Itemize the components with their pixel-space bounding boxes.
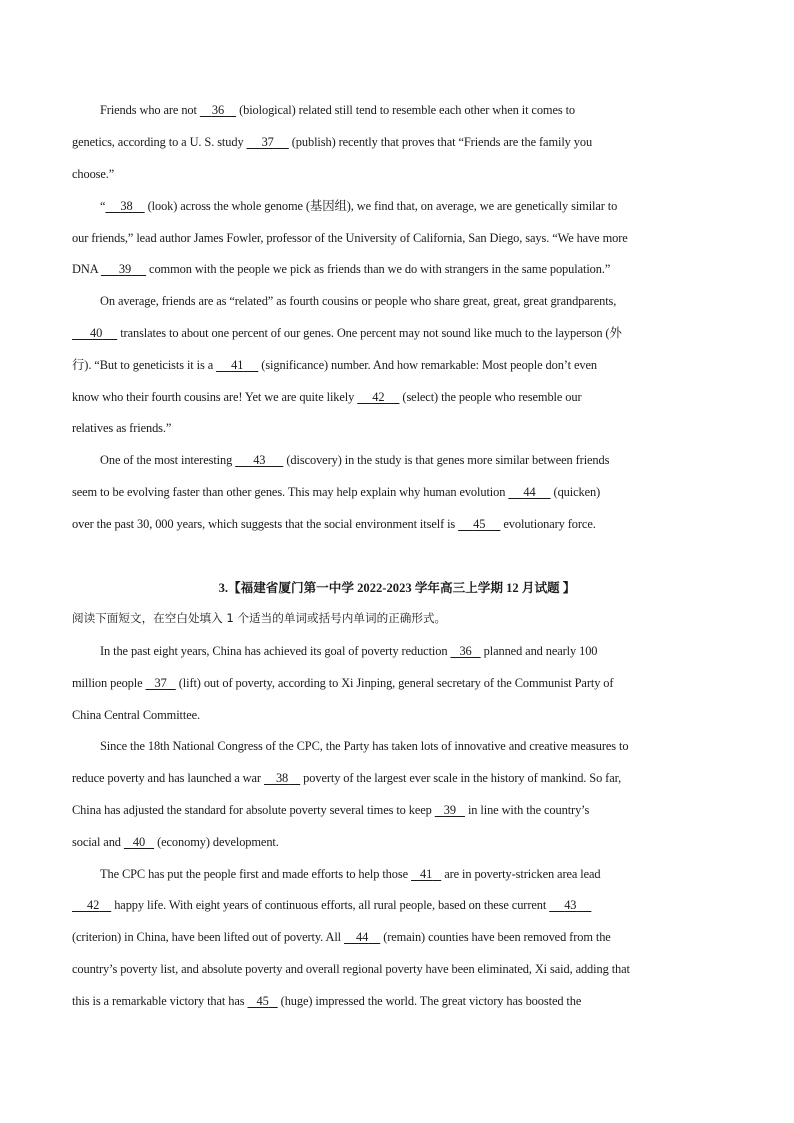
- blank-41[interactable]: 41: [231, 358, 244, 372]
- blank-36[interactable]: 36: [459, 644, 472, 658]
- passage1-line: [72, 418, 724, 438]
- text: (biological) related still tend to resemble each other when it comes to: [236, 103, 576, 117]
- passage2-line: [72, 991, 724, 1011]
- text: Since the 18th National Congress of the CPC, the Party has taken lots of innovative and creative measures to: [100, 739, 629, 753]
- text: (remain) counties have been removed from the: [380, 930, 611, 944]
- text: (look) across the whole genome (基因组), we find that, on average, we are genetically similar to: [144, 199, 618, 213]
- text: in line with the country’s: [464, 803, 590, 817]
- text: common with the people we pick as friends than we do with strangers in the same population.”: [146, 262, 611, 276]
- text: DNA: [72, 262, 101, 276]
- passage2-line: [72, 800, 724, 820]
- text: 行). “But to geneticists it is a: [72, 358, 217, 372]
- text: translates to about one percent of our genes. One percent may not sound like much to the layperson (外: [117, 326, 622, 340]
- passage2-line: [72, 959, 724, 979]
- text: genetics, according to a U. S. study: [72, 135, 247, 149]
- text: (huge) impressed the world. The great victory has boosted the: [277, 994, 582, 1008]
- passage2-line: [100, 864, 724, 884]
- blank-39[interactable]: 39: [443, 803, 456, 817]
- text: On average, friends are as “related” as fourth cousins or people who share great, great, great grandparents,: [100, 294, 617, 308]
- text: this is a remarkable victory that has: [72, 994, 248, 1008]
- passage1-line: [72, 132, 724, 152]
- text: evolutionary force.: [500, 517, 596, 531]
- blank-36[interactable]: 36: [211, 103, 225, 117]
- passage2-line: [100, 736, 724, 756]
- text: million people: [72, 676, 146, 690]
- passage1-line: [72, 164, 724, 184]
- blank-41[interactable]: 41: [420, 867, 433, 881]
- passage2-line: [72, 705, 724, 725]
- passage2-line: [100, 641, 724, 661]
- blank-42[interactable]: 42: [372, 390, 385, 404]
- text: relatives as friends.”: [72, 421, 172, 435]
- text: In the past eight years, China has achieved its goal of poverty reduction: [100, 644, 451, 658]
- text: (quicken): [550, 485, 601, 499]
- blank-42[interactable]: 42: [87, 898, 100, 912]
- passage1-line: [72, 228, 724, 248]
- text: (discovery) in the study is that genes more similar between friends: [283, 453, 610, 467]
- text: Friends who are not: [100, 103, 200, 117]
- text: over the past 30, 000 years, which suggests that the social environment itself is: [72, 517, 459, 531]
- text: (significance) number. And how remarkable: Most people don’t even: [258, 358, 597, 372]
- text: planned and nearly 100: [480, 644, 598, 658]
- passage1-line: [72, 387, 724, 407]
- text: country’s poverty list, and absolute poverty and overall regional poverty have been eliminated, Xi said, adding that: [72, 962, 630, 976]
- blank-44[interactable]: 44: [356, 930, 369, 944]
- blank-45[interactable]: 45: [473, 517, 486, 531]
- passage1-line: [100, 100, 724, 120]
- blank-44[interactable]: 44: [523, 485, 536, 499]
- blank-40[interactable]: 40: [132, 835, 146, 849]
- passage1-line: [100, 450, 724, 470]
- section-heading: 3.【福建省厦门第一中学 2022-2023 学年高三上学期 12 月试题 】: [218, 581, 576, 595]
- text: (lift) out of poverty, according to Xi Jinping, general secretary of the Communist Party of: [175, 676, 614, 690]
- passage2-line: [72, 895, 724, 915]
- text: are in poverty-stricken area lead: [441, 867, 601, 881]
- instruction-text: 阅读下面短文，在空白处填入 1 个适当的单词或括号内单词的正确形式。: [72, 611, 447, 625]
- passage2-line: [72, 673, 724, 693]
- passage1-line: [72, 323, 724, 343]
- blank-39[interactable]: 39: [118, 262, 132, 276]
- passage1-line: [72, 355, 724, 375]
- text: choose.”: [72, 167, 115, 181]
- text: (publish) recently that proves that “Friends are the family you: [288, 135, 593, 149]
- text: (economy) development.: [154, 835, 279, 849]
- text: (criterion) in China, have been lifted out of poverty. All: [72, 930, 345, 944]
- passage1-line: [72, 514, 724, 534]
- blank-43[interactable]: 43: [253, 453, 266, 467]
- text: “: [100, 199, 106, 213]
- passage1-line: [72, 259, 724, 279]
- text: happy life. With eight years of continuous efforts, all rural people, based on these current: [111, 898, 550, 912]
- text: (select) the people who resemble our: [399, 390, 582, 404]
- text: seem to be evolving faster than other genes. This may help explain why human evolution: [72, 485, 509, 499]
- text: The CPC has put the people first and made efforts to help those: [100, 867, 411, 881]
- text: China Central Committee.: [72, 708, 201, 722]
- passage1-line: [100, 196, 724, 216]
- passage2-line: [72, 927, 724, 947]
- passage2-line: [72, 768, 724, 788]
- passage1-line: [100, 291, 724, 311]
- passage2-line: [72, 832, 724, 852]
- blank-37[interactable]: 37: [261, 135, 274, 149]
- blank-38[interactable]: 38: [120, 199, 133, 213]
- text: One of the most interesting: [100, 453, 236, 467]
- text: China has adjusted the standard for absolute poverty several times to keep: [72, 803, 435, 817]
- blank-37[interactable]: 37: [154, 676, 167, 690]
- text: social and: [72, 835, 124, 849]
- blank-45[interactable]: 45: [256, 994, 269, 1008]
- text: know who their fourth cousins are! Yet we are quite likely: [72, 390, 358, 404]
- text: our friends,” lead author James Fowler, professor of the University of California, San Diego, says. “We have more: [72, 231, 628, 245]
- blank-43[interactable]: 43: [564, 898, 577, 912]
- text: poverty of the largest ever scale in the history of mankind. So far,: [300, 771, 622, 785]
- blank-38[interactable]: 38: [275, 771, 289, 785]
- passage1-line: [72, 482, 724, 502]
- text: reduce poverty and has launched a war: [72, 771, 264, 785]
- blank-40[interactable]: 40: [90, 326, 103, 340]
